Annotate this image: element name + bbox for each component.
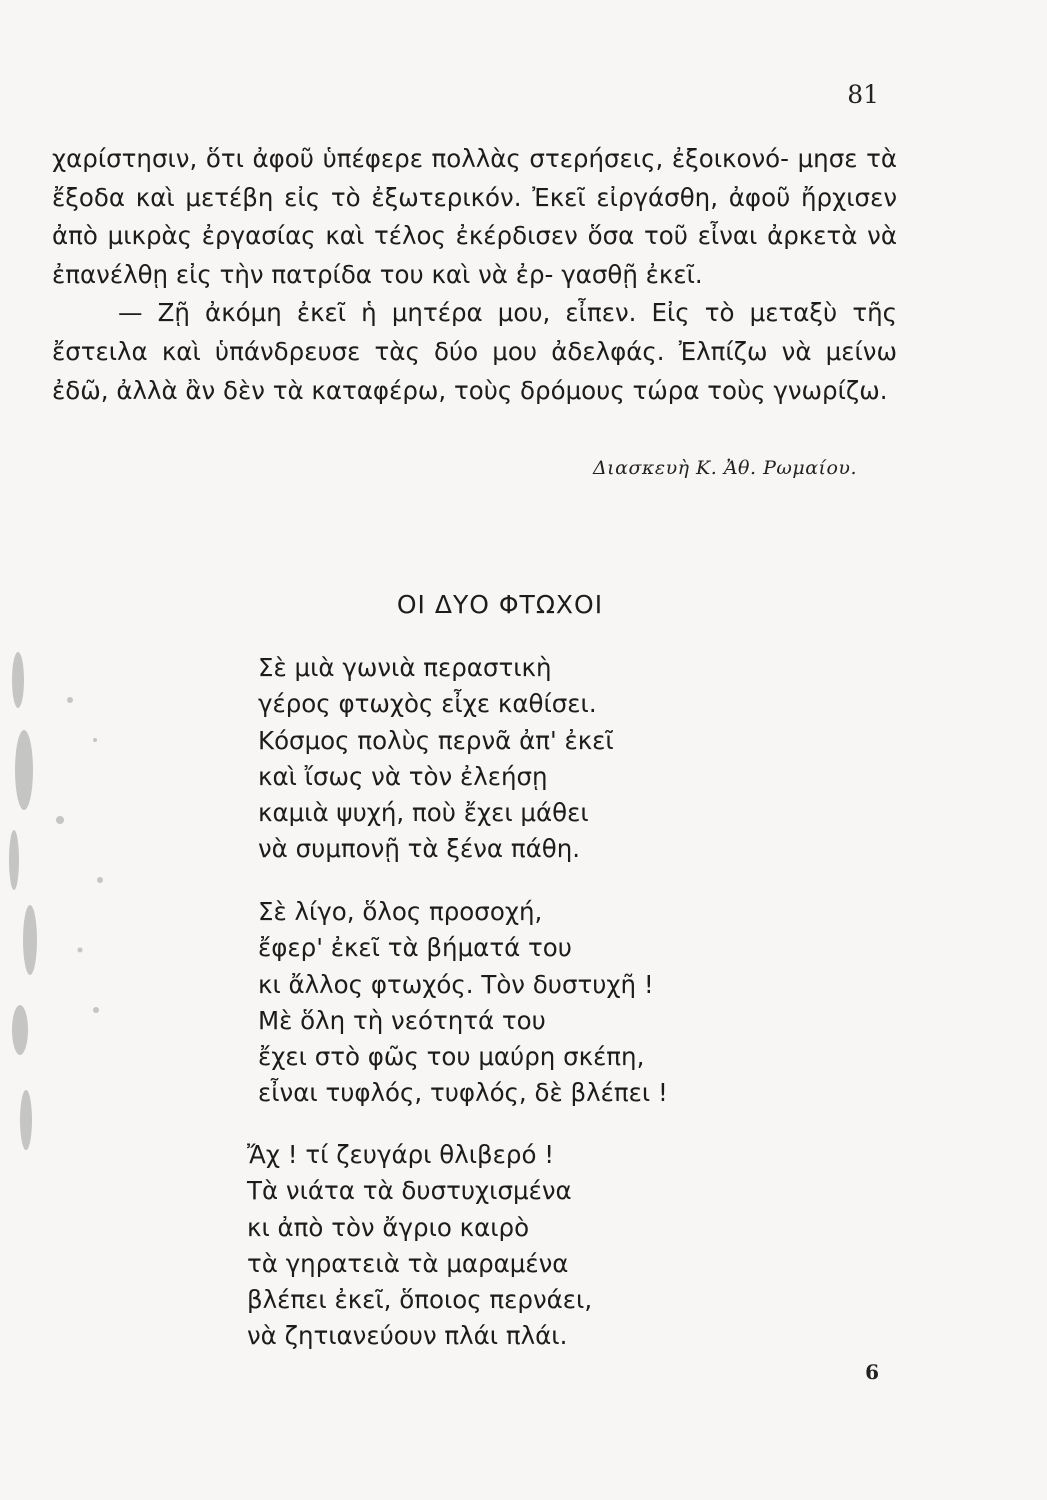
prose-paragraph-2: [52, 294, 897, 410]
poem-stanza-3: [247, 1137, 592, 1355]
poem-line: κι ἄλλος φτωχός. Τὸν δυστυχῆ !: [258, 969, 654, 999]
poem-line: νὰ συμπονῇ τὰ ξένα πάθη.: [258, 834, 581, 864]
poem-stanza-2: [258, 894, 668, 1112]
poem-stanza-1: [258, 650, 614, 868]
prose-line: μησε τὰ ἔξοδα καὶ μετέβη εἰς τὸ ἐξωτερικόν. Ἐκεῖ εἰργάσθη,: [52, 144, 897, 212]
poem-line: Ἄχ ! τί ζευγάρι θλιβερό !: [247, 1140, 555, 1169]
poem-line: Σὲ λίγο, ὅλος προσοχή,: [258, 897, 543, 926]
poem-line: καμιὰ ψυχή, ποὺ ἔχει μάθει: [258, 798, 589, 828]
prose-paragraph-1: [52, 140, 897, 294]
poem-line: Κόσμος πολὺς περνᾶ ἀπ' ἐκεῖ: [258, 725, 614, 755]
poem-line: Μὲ ὅλη τὴ νεότητά του: [258, 1005, 546, 1035]
poem-line: βλέπει ἐκεῖ, ὅποιος περνάει,: [247, 1285, 593, 1315]
page-number: 81: [847, 80, 879, 109]
prose-line: τοῦ εἶναι ἀρκετὰ νὰ ἐπανέλθῃ εἰς τὴν πατρίδα του καὶ νὰ ἐρ-: [52, 221, 897, 289]
ink-stain: [0, 620, 120, 1200]
poem-line: Σὲ μιὰ γωνιὰ περαστικὴ: [258, 653, 552, 682]
poem-title: ΟΙ ΔΥΟ ΦΤΩΧΟΙ: [396, 590, 604, 619]
prose-line: ἀφοῦ ἤρχισεν ἀπὸ μικρὰς ἐργασίας καὶ τέλος ἐκέρδισεν ὅσα: [52, 182, 897, 251]
prose-text: [52, 140, 897, 410]
prose-line: μείνω ἐδῶ, ἀλλὰ ἂν δὲν τὰ καταφέρω, τοὺς δρόμους τώρα: [52, 336, 897, 405]
poem-line: ἔφερ' ἐκεῖ τὰ βήματά του: [258, 933, 572, 963]
poem-line: κι ἀπὸ τὸν ἄγριο καιρὸ: [247, 1212, 530, 1242]
prose-line: ἔστειλα καὶ ὑπάνδρευσε τὰς δύο μου ἀδελφάς. Ἐλπίζω νὰ: [52, 336, 812, 366]
prose-line: — Ζῇ ἀκόμη ἐκεῖ ἡ μητέρα μου, εἶπεν. Εἰς τὸ μεταξὺ τῆς: [118, 298, 897, 328]
author-signature: Διασκευὴ Κ. Ἀθ. Ρωμαίου.: [592, 457, 857, 479]
poem-line: καὶ ἴσως νὰ τὸν ἐλεήσῃ: [258, 761, 548, 791]
poem-line: νὰ ζητιανεύουν πλάι πλάι.: [247, 1321, 568, 1351]
signature-mark: 6: [865, 1360, 879, 1384]
poem-line: εἶναι τυφλός, τυφλός, δὲ βλέπει !: [258, 1078, 668, 1108]
prose-line: γασθῇ ἐκεῖ.: [561, 259, 703, 289]
poem-line: Τὰ νιάτα τὰ δυστυχισμένα: [247, 1176, 572, 1206]
poem-line: γέρος φτωχὸς εἶχε καθίσει.: [258, 689, 597, 719]
prose-line: χαρίστησιν, ὅτι ἀφοῦ ὑπέφερε πολλὰς στερήσεις, ἐξοικονό-: [52, 144, 789, 173]
poem-line: ἔχει στὸ φῶς του μαύρη σκέπη,: [258, 1042, 645, 1072]
prose-line: τοὺς γνωρίζω.: [707, 375, 888, 405]
poem-line: τὰ γηρατειὰ τὰ μαραμένα: [247, 1248, 569, 1278]
